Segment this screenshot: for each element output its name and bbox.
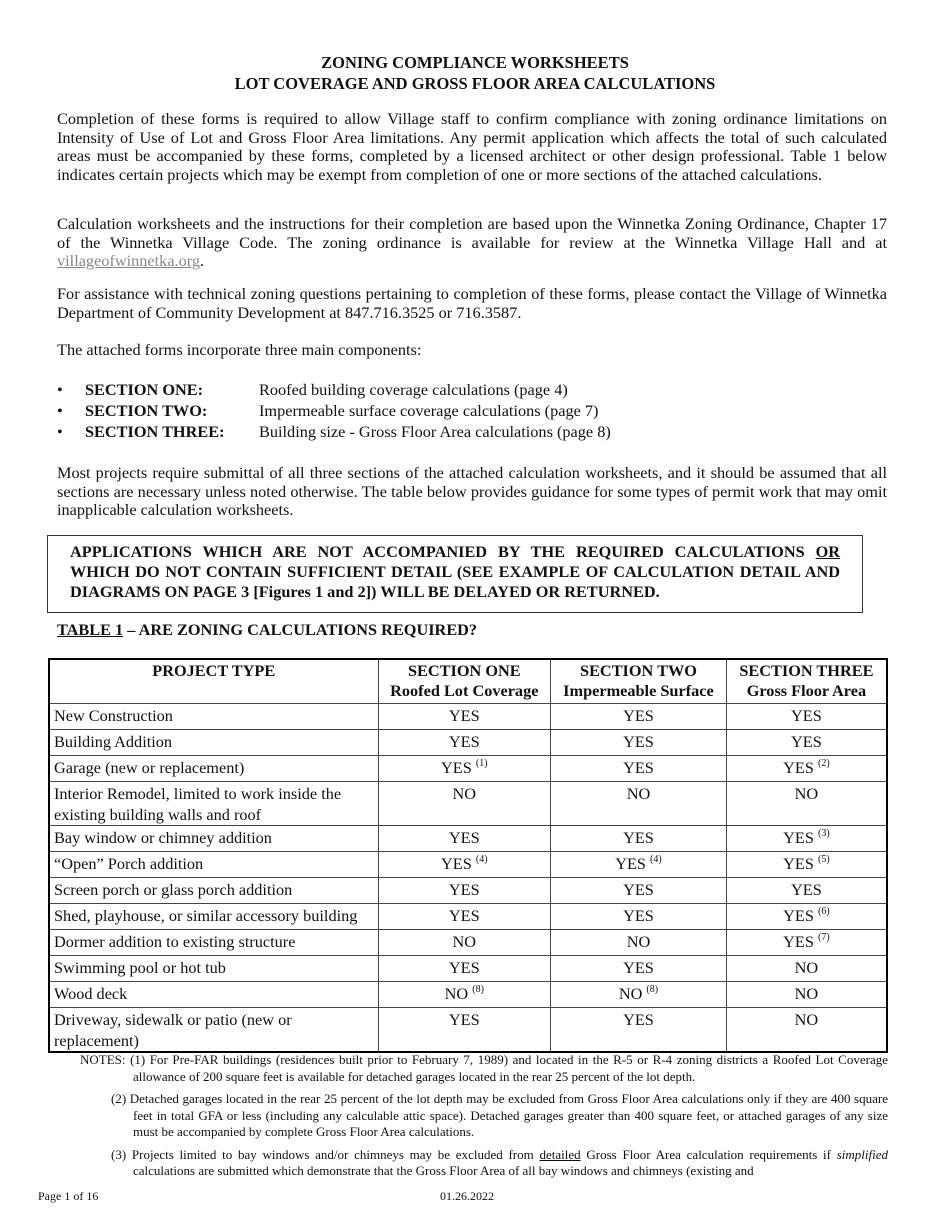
table-row	[49, 930, 887, 956]
table-row	[49, 1008, 887, 1053]
requirement-cell	[726, 782, 887, 826]
requirement-cell	[551, 782, 727, 826]
table-row	[49, 704, 887, 730]
requirement-value: NO	[452, 932, 477, 951]
note-1: NOTES: (1) For Pre-FAR buildings (residences built prior to February 7, 1989) and located in the R-5 or R-4 zoning districts a Roofed Lot Coverage allowance of 200 square feet is available for detached garages located in the rear 25 percent of the lot depth.	[80, 1052, 888, 1084]
warning-or: OR	[815, 542, 840, 561]
warning-box	[47, 535, 863, 613]
requirement-cell	[726, 878, 887, 904]
section-item	[57, 381, 611, 402]
footnote-ref: (3)	[817, 828, 830, 839]
header-line-2: Gross Floor Area	[746, 681, 867, 700]
requirement-cell	[551, 1008, 727, 1053]
requirement-cell	[551, 956, 727, 982]
requirement-cell	[378, 1008, 551, 1053]
requirement-value: YES	[791, 706, 822, 725]
header-line-1: SECTION TWO	[580, 661, 697, 680]
requirement-value: YES	[623, 906, 654, 925]
requirement-cell	[551, 878, 727, 904]
note-3-text: (3) Projects limited to bay windows and/or chimneys may be excluded from	[111, 1146, 540, 1162]
requirement-cell	[378, 756, 551, 782]
footnote-ref: (2)	[817, 758, 830, 769]
requirement-cell	[551, 982, 727, 1008]
zoning-calculations-table	[48, 658, 888, 1053]
requirement-value: NO	[618, 984, 643, 1003]
requirement-cell	[378, 956, 551, 982]
project-type-cell: Driveway, sidewalk or patio (new or replacement)	[49, 1008, 378, 1053]
requirement-cell	[726, 756, 887, 782]
requirement-value: YES	[441, 758, 472, 777]
notes	[58, 1052, 888, 1186]
requirement-value: YES	[791, 880, 822, 899]
header-line-1: SECTION THREE	[739, 661, 874, 680]
section-item	[57, 423, 611, 444]
header-line-1: PROJECT TYPE	[152, 661, 276, 680]
section-description: Building size - Gross Floor Area calculations (page 8)	[259, 422, 611, 441]
requirement-value: YES	[448, 958, 480, 977]
guidance-paragraph: Most projects require submittal of all three sections of the attached calculation worksheets, and it should be assumed that all sections are necessary unless noted otherwise. The table below provides guidance for some types of permit work that may omit inapplicable calculation worksheets.	[57, 463, 887, 519]
requirement-cell	[551, 756, 727, 782]
requirement-cell	[726, 704, 887, 730]
section-description: Roofed building coverage calculations (page 4)	[259, 380, 568, 399]
intro-paragraph: Completion of these forms is required to allow Village staff to confirm compliance with zoning ordinance limitations on Intensity of Use of Lot and Gross Floor Area limitations. Any permit application which affects the total of such calculated areas must be accompanied by these forms, completed by a licensed architect or other design professional. Table 1 below indicates certain projects which may be exempt from completion of one or more sections of the attached calculations.	[57, 109, 887, 184]
table-row	[49, 904, 887, 930]
table-label: TABLE 1	[57, 620, 124, 639]
period: .	[200, 251, 205, 270]
table-row	[49, 982, 887, 1008]
requirement-cell	[551, 826, 727, 852]
requirement-value: YES	[623, 828, 654, 847]
column-header	[49, 659, 378, 704]
requirement-cell	[726, 930, 887, 956]
requirement-value: YES	[448, 880, 480, 899]
requirement-value: NO	[794, 958, 819, 977]
requirement-value: YES	[783, 828, 814, 847]
requirement-cell	[378, 782, 551, 826]
ordinance-paragraph	[57, 215, 887, 271]
requirement-cell	[378, 826, 551, 852]
footnote-ref: (6)	[817, 906, 830, 917]
note-3-italic: simplified	[836, 1146, 888, 1162]
requirement-cell	[378, 730, 551, 756]
requirement-cell	[378, 852, 551, 878]
bullet-icon: •	[57, 401, 63, 420]
requirement-value: YES	[791, 732, 822, 751]
requirement-value: YES	[448, 706, 480, 725]
footnote-ref: (1)	[475, 758, 488, 769]
section-name: SECTION THREE:	[85, 422, 225, 441]
footnote-ref: (4)	[475, 854, 488, 865]
section-description: Impermeable surface coverage calculations (page 7)	[259, 401, 599, 420]
sections-list	[57, 381, 611, 444]
note-3-text: calculations are submitted which demonstrate that the Gross Floor Area of all bay windows and chimneys (existing and	[133, 1163, 754, 1178]
footnote-ref: (8)	[472, 984, 484, 995]
ordinance-text: Calculation worksheets and the instructions for their completion are based upon the Winnetka Zoning Ordinance, Chapter 17 of the Winnetka Village Code. The zoning ordinance is available for review at the Winnetka Village Hall and at	[57, 214, 887, 252]
table-row	[49, 956, 887, 982]
requirement-value: NO	[794, 1010, 819, 1029]
requirement-value: NO	[444, 984, 469, 1003]
footnote-ref: (8)	[646, 984, 659, 995]
assistance-paragraph: For assistance with technical zoning questions pertaining to completion of these forms, please contact the Village of Winnetka Department of Community Development at 847.716.3525 or 716.3587.	[57, 284, 887, 322]
requirement-value: YES	[783, 906, 814, 925]
bullet-icon: •	[57, 422, 63, 441]
requirement-cell	[551, 930, 727, 956]
column-header	[726, 659, 887, 704]
note-3	[58, 1147, 888, 1180]
requirement-cell	[378, 982, 551, 1008]
requirement-value: YES	[623, 706, 654, 725]
table-row	[49, 730, 887, 756]
note-3-underlined: detailed	[539, 1146, 581, 1162]
requirement-value: NO	[626, 784, 651, 803]
project-type-cell: Building Addition	[49, 730, 378, 756]
requirement-cell	[378, 704, 551, 730]
note-3-text: Gross Floor Area calculation requirements if	[580, 1146, 837, 1162]
components-intro: The attached forms incorporate three main components:	[57, 340, 422, 359]
requirement-value: YES	[783, 758, 814, 777]
page-number: Page 1 of 16	[38, 1189, 99, 1203]
project-type-cell: Garage (new or replacement)	[49, 756, 378, 782]
requirement-cell	[378, 930, 551, 956]
project-type-cell: Bay window or chimney addition	[49, 826, 378, 852]
requirement-value: NO	[794, 984, 819, 1003]
requirement-value: NO	[626, 932, 651, 951]
requirement-cell	[551, 904, 727, 930]
table-row	[49, 852, 887, 878]
table-title	[57, 621, 477, 640]
table-caption: – ARE ZONING CALCULATIONS REQUIRED?	[123, 620, 478, 639]
requirement-cell	[378, 904, 551, 930]
requirement-cell	[726, 904, 887, 930]
requirement-value: YES	[441, 854, 472, 873]
requirement-value: NO	[452, 784, 477, 803]
requirement-value: YES	[448, 828, 480, 847]
requirement-value: NO	[794, 784, 819, 803]
requirement-value: YES	[448, 732, 480, 751]
footnote-ref: (4)	[650, 854, 662, 865]
warning-text-rest: WHICH DO NOT CONTAIN SUFFICIENT DETAIL (SEE EXAMPLE OF CALCULATION DETAIL AND DIAGRAMS ON PAGE 3 [Figures 1 and 2]) WILL BE DELAYED OR RETURNED.	[70, 562, 840, 601]
project-type-cell: Wood deck	[49, 982, 378, 1008]
footnote-ref: (5)	[817, 854, 830, 865]
requirement-cell	[726, 982, 887, 1008]
requirement-cell	[726, 730, 887, 756]
revision-date: 01.26.2022	[440, 1189, 494, 1203]
requirement-value: YES	[623, 732, 654, 751]
section-name: SECTION TWO:	[85, 401, 208, 420]
requirement-cell	[551, 730, 727, 756]
header-line-2: Impermeable Surface	[563, 681, 714, 700]
requirement-value: YES	[623, 958, 654, 977]
section-name: SECTION ONE:	[85, 380, 204, 399]
project-type-cell: New Construction	[49, 704, 378, 730]
project-type-cell: Screen porch or glass porch addition	[49, 878, 378, 904]
bullet-icon: •	[57, 380, 63, 399]
title-line-2: LOT COVERAGE AND GROSS FLOOR AREA CALCULATIONS	[234, 74, 716, 93]
document-title	[0, 52, 950, 94]
requirement-value: YES	[615, 854, 646, 873]
header-line-1: SECTION ONE	[407, 661, 521, 680]
column-header	[551, 659, 727, 704]
requirement-cell	[726, 1008, 887, 1053]
project-type-cell: Shed, playhouse, or similar accessory building	[49, 904, 378, 930]
header-line-2: Roofed Lot Coverage	[390, 681, 539, 700]
table-row	[49, 878, 887, 904]
requirement-value: YES	[623, 758, 654, 777]
title-line-1: ZONING COMPLIANCE WORKSHEETS	[321, 53, 629, 72]
project-type-cell: Dormer addition to existing structure	[49, 930, 378, 956]
project-type-cell: Interior Remodel, limited to work inside the existing building walls and roof	[49, 782, 378, 826]
table-row	[49, 826, 887, 852]
requirement-cell	[726, 852, 887, 878]
footnote-ref: (7)	[817, 932, 830, 943]
project-type-cell: “Open” Porch addition	[49, 852, 378, 878]
requirement-value: YES	[448, 1010, 480, 1029]
requirement-cell	[726, 956, 887, 982]
warning-text: APPLICATIONS WHICH ARE NOT ACCOMPANIED BY THE REQUIRED CALCULATIONS	[70, 542, 816, 561]
requirement-value: YES	[783, 854, 814, 873]
requirement-value: YES	[623, 1010, 654, 1029]
requirement-value: YES	[783, 932, 814, 951]
project-type-cell: Swimming pool or hot tub	[49, 956, 378, 982]
requirement-cell	[378, 878, 551, 904]
village-website-link[interactable]: villageofwinnetka.org	[57, 251, 201, 270]
requirement-value: YES	[623, 880, 654, 899]
requirement-cell	[726, 826, 887, 852]
requirement-cell	[551, 704, 727, 730]
table-row	[49, 782, 887, 826]
column-header	[378, 659, 551, 704]
section-item	[57, 402, 611, 423]
requirement-value: YES	[448, 906, 480, 925]
requirement-cell	[551, 852, 727, 878]
note-2: (2) Detached garages located in the rear 25 percent of the lot depth may be excluded from Gross Floor Area calculations only if they are 400 square feet in total GFA or less (including any calculable attic space). Detached garages greater than 400 square feet, or attached garages of any size must be accompanied by complete Gross Floor Area calculations.	[111, 1091, 888, 1139]
table-row	[49, 756, 887, 782]
